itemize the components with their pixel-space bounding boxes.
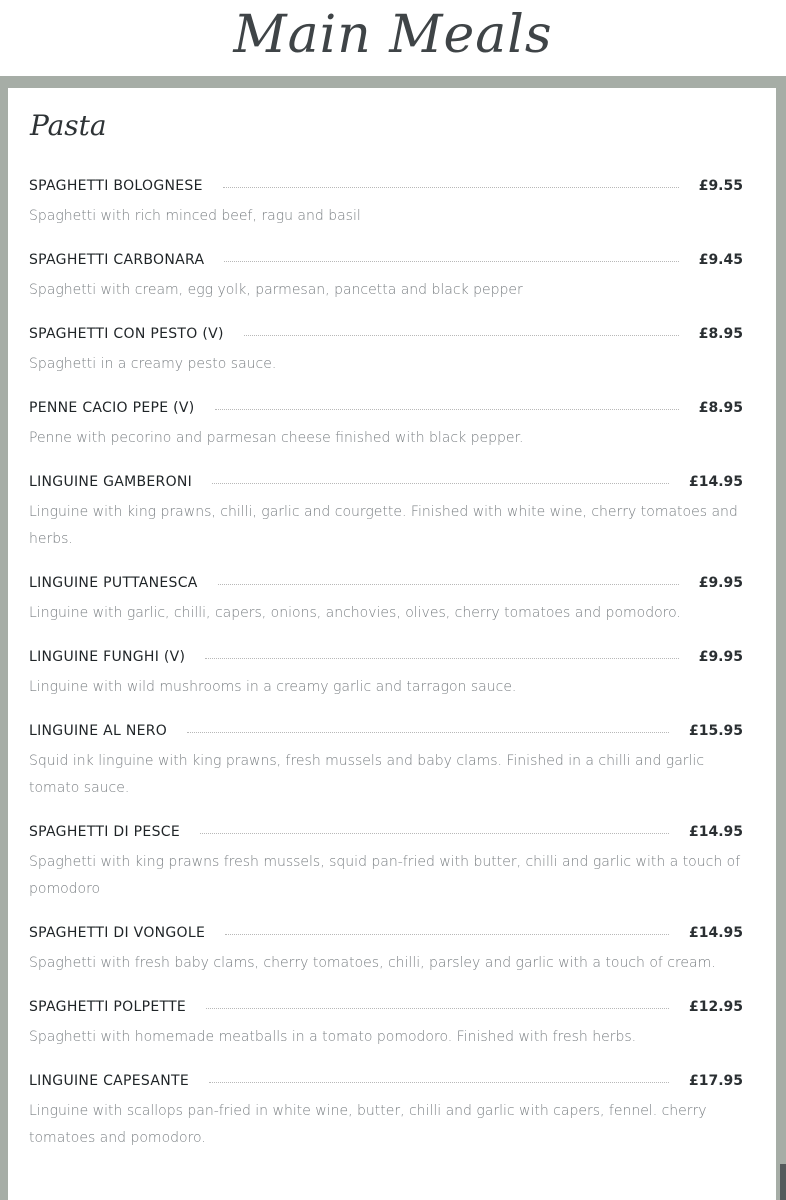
page-title: Main Meals <box>233 5 553 65</box>
dotted-leader <box>244 335 679 336</box>
item-price: £8.95 <box>698 326 743 342</box>
dotted-leader <box>200 833 669 834</box>
item-price: £9.45 <box>698 252 743 268</box>
item-name: SPAGHETTI CARBONARA <box>29 252 205 268</box>
item-name: LINGUINE PUTTANESCA <box>29 575 198 591</box>
dotted-leader <box>224 261 678 262</box>
item-description: Spaghetti with fresh baby clams, cherry tomatoes, chilli, parsley and garlic with a touch of cream. <box>29 955 716 971</box>
dotted-leader <box>223 187 679 188</box>
item-description: Linguine with scallops pan-fried in white wine, butter, chilli and garlic with capers, fennel. cherry tomatoes and pomodoro. <box>29 1103 707 1146</box>
menu-item <box>29 997 743 1051</box>
menu-item <box>29 822 743 903</box>
item-price: £15.95 <box>688 723 743 739</box>
scrollbar-thumb[interactable] <box>780 1164 786 1200</box>
menu-item <box>29 472 743 553</box>
item-name: LINGUINE CAPESANTE <box>29 1073 190 1089</box>
item-price: £17.95 <box>688 1073 743 1089</box>
item-description: Spaghetti with homemade meatballs in a tomato pomodoro. Finished with fresh herbs. <box>29 1029 637 1045</box>
dotted-leader <box>205 658 678 659</box>
menu-item <box>29 647 743 701</box>
menu-item <box>29 176 743 230</box>
menu-item <box>29 250 743 304</box>
item-name: SPAGHETTI DI PESCE <box>29 824 180 840</box>
menu-card <box>8 88 776 1200</box>
item-description: Spaghetti in a creamy pesto sauce. <box>29 356 277 372</box>
menu-item <box>29 324 743 378</box>
item-description: Penne with pecorino and parmesan cheese finished with black pepper. <box>29 430 524 446</box>
dotted-leader <box>209 1082 669 1083</box>
menu-item <box>29 1071 743 1152</box>
item-name: PENNE CACIO PEPE (V) <box>29 400 195 416</box>
item-name: LINGUINE FUNGHI (V) <box>29 649 186 665</box>
item-description: Spaghetti with rich minced beef, ragu and basil <box>29 208 361 224</box>
item-price: £9.95 <box>698 575 743 591</box>
dotted-leader <box>206 1008 669 1009</box>
item-description: Linguine with king prawns, chilli, garlic and courgette. Finished with white wine, cherry tomatoes and herbs. <box>29 504 738 547</box>
item-description: Spaghetti with king prawns fresh mussels, squid pan-fried with butter, chilli and garlic with a touch of pomodoro <box>29 854 741 897</box>
dotted-leader <box>212 483 669 484</box>
dotted-leader <box>215 409 679 410</box>
item-description: Linguine with wild mushrooms in a creamy garlic and tarragon sauce. <box>29 679 517 695</box>
item-description: Spaghetti with cream, egg yolk, parmesan, pancetta and black pepper <box>29 282 523 298</box>
item-name: SPAGHETTI CON PESTO (V) <box>29 326 224 342</box>
item-price: £14.95 <box>688 824 743 840</box>
item-description: Linguine with garlic, chilli, capers, onions, anchovies, olives, cherry tomatoes and pomodoro. <box>29 605 681 621</box>
item-name: SPAGHETTI BOLOGNESE <box>29 178 203 194</box>
item-name: LINGUINE AL NERO <box>29 723 168 739</box>
item-name: LINGUINE GAMBERONI <box>29 474 193 490</box>
item-price: £12.95 <box>688 999 743 1015</box>
item-price: £14.95 <box>688 925 743 941</box>
menu-list <box>29 176 743 1172</box>
item-description: Squid ink linguine with king prawns, fresh mussels and baby clams. Finished in a chilli and garlic tomato sauce. <box>29 753 705 796</box>
item-price: £14.95 <box>688 474 743 490</box>
item-name: SPAGHETTI DI VONGOLE <box>29 925 206 941</box>
menu-item <box>29 573 743 627</box>
item-price: £8.95 <box>698 400 743 416</box>
section-title: Pasta <box>30 109 107 142</box>
item-price: £9.55 <box>698 178 743 194</box>
dotted-leader <box>187 732 669 733</box>
menu-item <box>29 721 743 802</box>
dotted-leader <box>225 934 669 935</box>
item-name: SPAGHETTI POLPETTE <box>29 999 187 1015</box>
item-price: £9.95 <box>698 649 743 665</box>
dotted-leader <box>218 584 679 585</box>
menu-item <box>29 398 743 452</box>
menu-item <box>29 923 743 977</box>
